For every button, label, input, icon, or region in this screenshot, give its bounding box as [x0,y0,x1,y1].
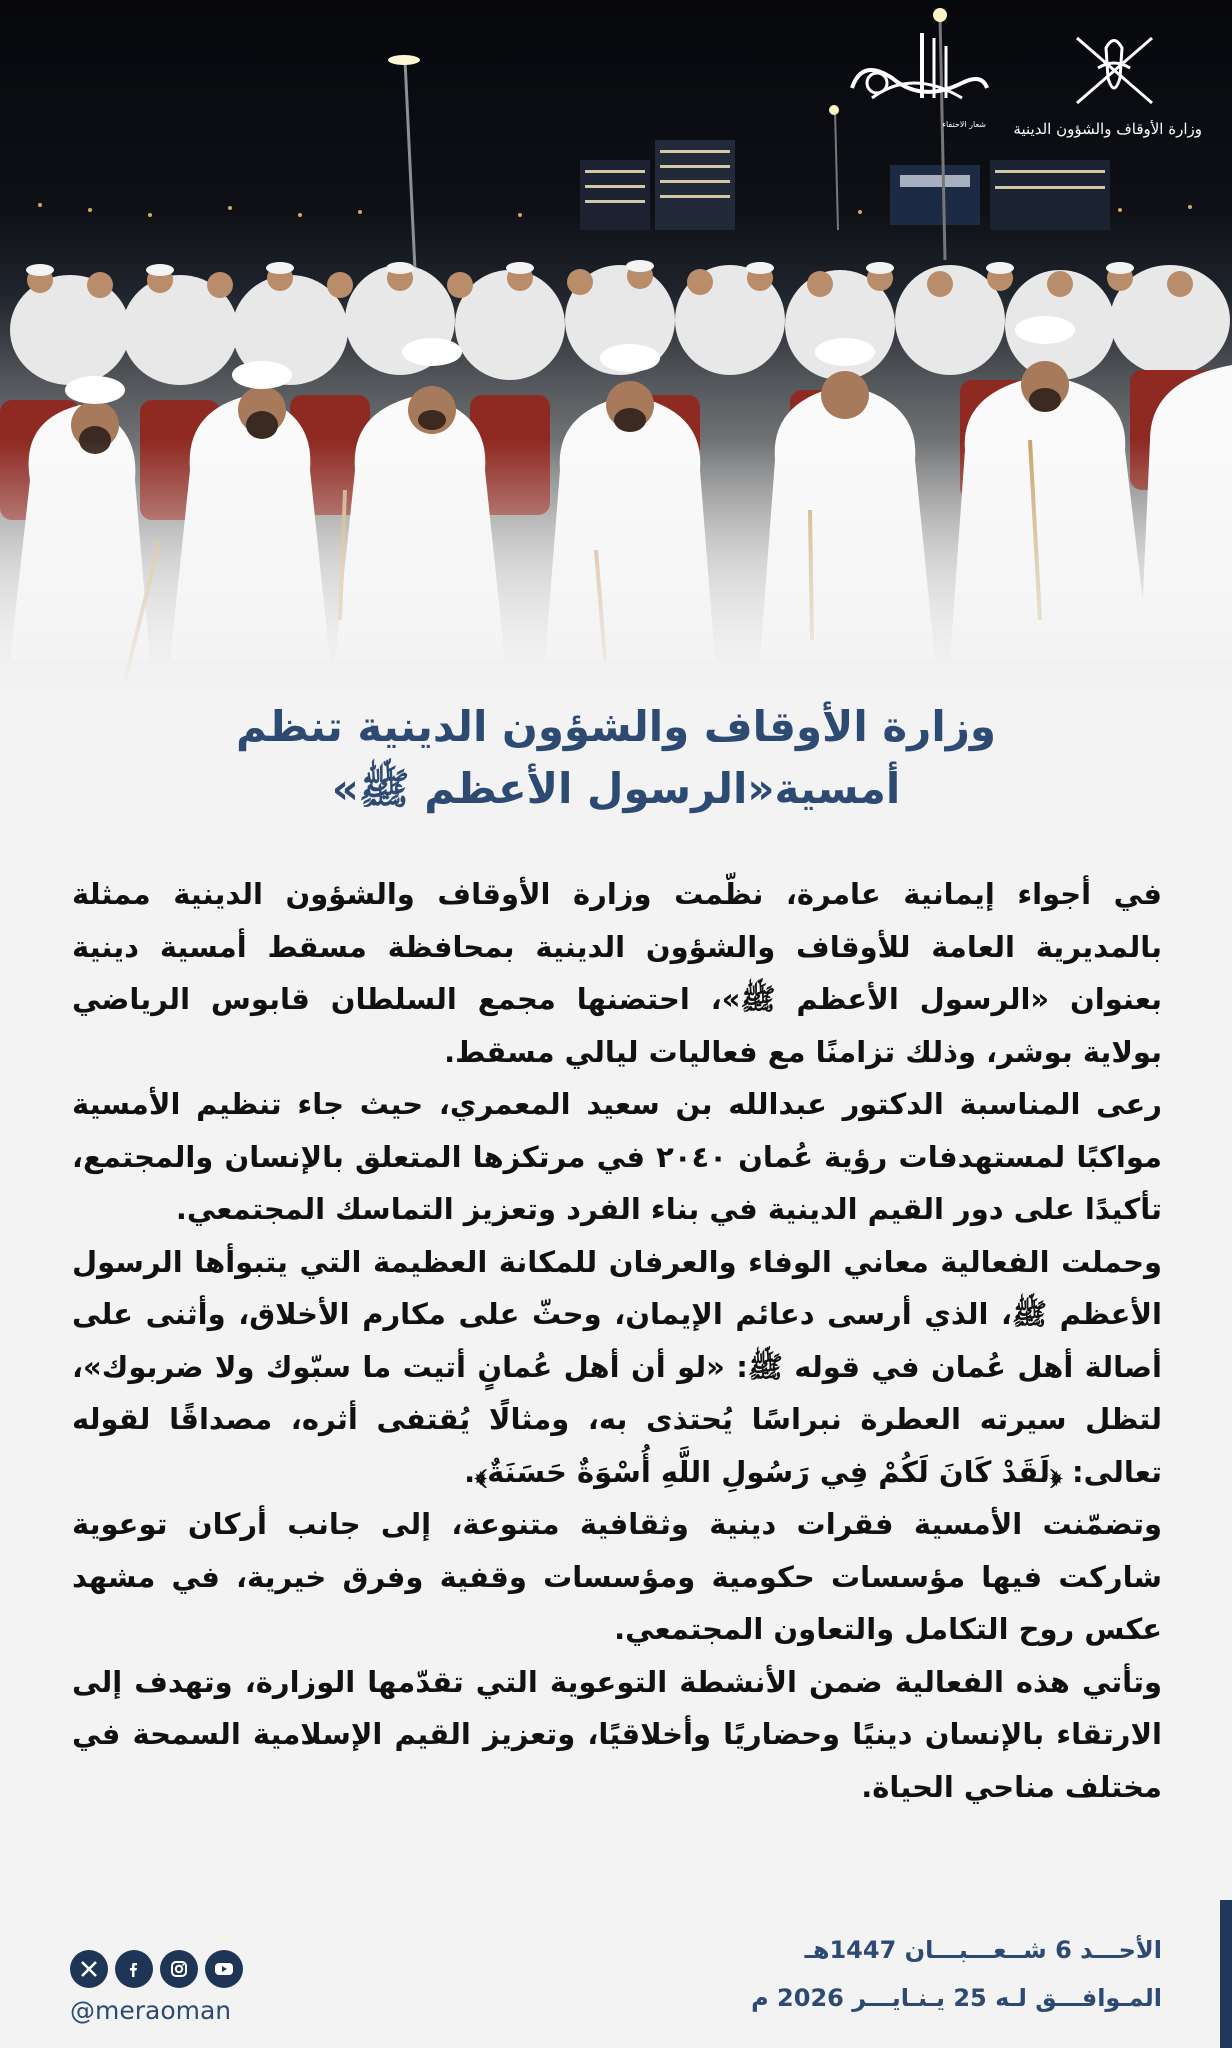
paragraph: في أجواء إيمانية عامرة، نظّمت وزارة الأوقاف والشؤون الدينية ممثلة بالمديرية العامة للأوقاف والشؤون الدينية بمحافظة مسقط أمسية دينية بعنوان «الرسول الأعظم ﷺ»، احتضنها مجمع السلطان قابوس الرياضي بولاية بوشر، وذلك تزامنًا مع فعاليات ليالي مسقط. [72,877,1162,1069]
paragraph: رعى المناسبة الدكتور عبدالله بن سعيد المعمري، حيث جاء تنظيم الأمسية مواكبًا لمستهدفات رؤية عُمان ٢٠٤٠ في مرتكزها المتعلق بالإنسان والمجتمع، تأكيدًا على دور القيم الدينية في بناء الفرد وتعزيز التماسك المجتمعي. [72,1087,1162,1226]
paragraph: وحملت الفعالية معاني الوفاء والعرفان للمكانة العظيمة التي يتبوأها الرسول الأعظم ﷺ، الذي أرسى دعائم الإيمان، وحثّ على مكارم الأخلاق، وأثنى على أصالة أهل عُمان في قوله ﷺ: «لو أن أهل عُمانٍ أتيت ما سبّوك ولا ضربوك»، لتظل سيرته العطرة نبراسًا يُحتذى به، ومثالًا يُقتفى أثره، مصداقًا لقوله تعالى: ﴿لَقَدْ كَانَ لَكُمْ فِي رَسُولِ اللَّهِ أُسْوَةٌ حَسَنَةٌ﴾. [72,1244,1162,1489]
calligraphy-emblem [842,28,992,158]
headline [150,696,1082,820]
facebook-icon[interactable] [115,1950,153,1988]
x-icon[interactable] [70,1950,108,1988]
event-photo [0,0,1232,700]
hijri-date: الأحـــد 6 شــعـــبـــان 1447هـ [804,1936,1162,1964]
accent-bar [1220,1900,1232,2048]
calligraphy-icon [842,28,992,118]
ministry-logo [1002,28,1202,158]
paragraph: وتضمّنت الأمسية فقرات دينية وثقافية متنوعة، إلى جانب أركان توعوية شاركت فيها مؤسسات حكومية ومؤسسات وقفية وفرق خيرية، في مشهد عكس روح التكامل والتعاون المجتمعي. [72,1507,1162,1646]
photo-fade [0,440,1232,700]
ministry-name: وزارة الأوقاف والشؤون الدينية [1013,120,1202,138]
instagram-icon[interactable] [160,1950,198,1988]
youtube-icon[interactable] [205,1950,243,1988]
social-handle[interactable]: @meraoman [70,1996,232,2025]
calligraphy-caption: شعار الاحتفاء [942,120,986,129]
social-links [70,1950,280,2025]
khanjar-emblem-icon [1002,28,1202,118]
gregorian-date: المـوافـــق لـه 25 يـنـايـــر 2026 م [751,1984,1162,2012]
headline-line-1: وزارة الأوقاف والشؤون الدينية تنظم [236,702,996,751]
paragraph: وتأتي هذه الفعالية ضمن الأنشطة التوعوية التي تقدّمها الوزارة، وتهدف إلى الارتقاء بالإنسان دينيًا وحضاريًا وأخلاقيًا، وتعزيز القيم الإسلامية السمحة في مختلف مناحي الحياة. [72,1664,1162,1804]
headline-line-2: أمسية«الرسول الأعظم ﷺ» [331,764,901,813]
publication-date [751,1926,1162,2022]
article-body [72,868,1162,1813]
